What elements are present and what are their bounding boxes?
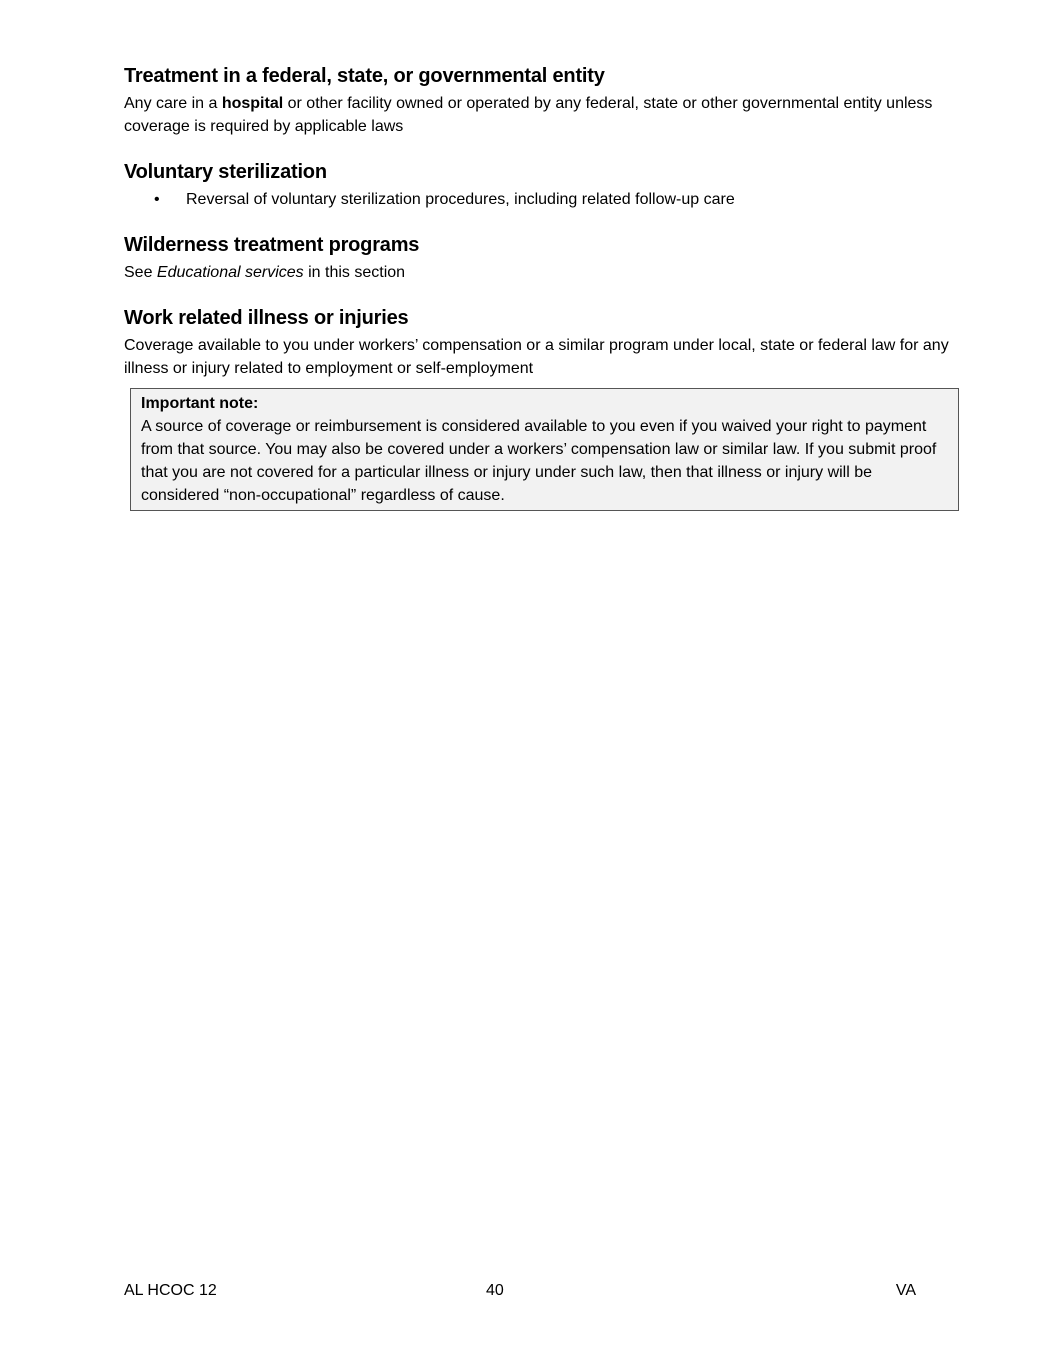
body-text: See (124, 264, 157, 281)
document-content (124, 64, 994, 533)
section-body (124, 92, 994, 138)
body-text: Any care in a (124, 95, 222, 112)
section-wilderness-treatment (124, 233, 994, 284)
list-item (124, 188, 994, 211)
note-body: A source of coverage or reimbursement is considered available to you even if you waived your right to payment from that source. You may also be covered under a workers’ compensation law or similar law. If you submit proof that you are not covered for a particular illness or injury under such law, then that illness or injury will be considered “non-occupational” regardless of cause. (141, 418, 937, 504)
body-italic-reference: Educational services (156, 264, 304, 281)
section-title: Treatment in a federal, state, or governmental entity (124, 65, 605, 87)
body-text: in this section (303, 264, 406, 281)
important-note-box (130, 388, 959, 511)
section-body: Coverage available to you under workers’ compensation or a similar program under local, state or federal law for any illness or injury related to employment or self-employment (124, 337, 949, 377)
body-text: or other facility owned or operated by any federal, state or other governmental entity unless coverage is required by applicable laws (124, 95, 933, 135)
bullet-icon: • (154, 191, 160, 208)
body-bold-term: hospital (221, 95, 284, 112)
note-title: Important note: (141, 395, 259, 412)
section-title: Work related illness or injuries (124, 307, 409, 329)
footer-page-number: 40 (486, 1282, 504, 1299)
section-governmental-entity (124, 64, 994, 138)
section-work-related (124, 306, 994, 511)
section-title: Voluntary sterilization (124, 161, 327, 183)
section-body (124, 261, 994, 284)
footer-document-code: AL HCOC 12 (124, 1282, 217, 1299)
section-title: Wilderness treatment programs (124, 234, 420, 256)
bullet-list (124, 188, 994, 211)
footer-state: VA (895, 1282, 916, 1299)
section-voluntary-sterilization (124, 160, 994, 211)
list-item-text: Reversal of voluntary sterilization procedures, including related follow-up care (186, 191, 735, 208)
